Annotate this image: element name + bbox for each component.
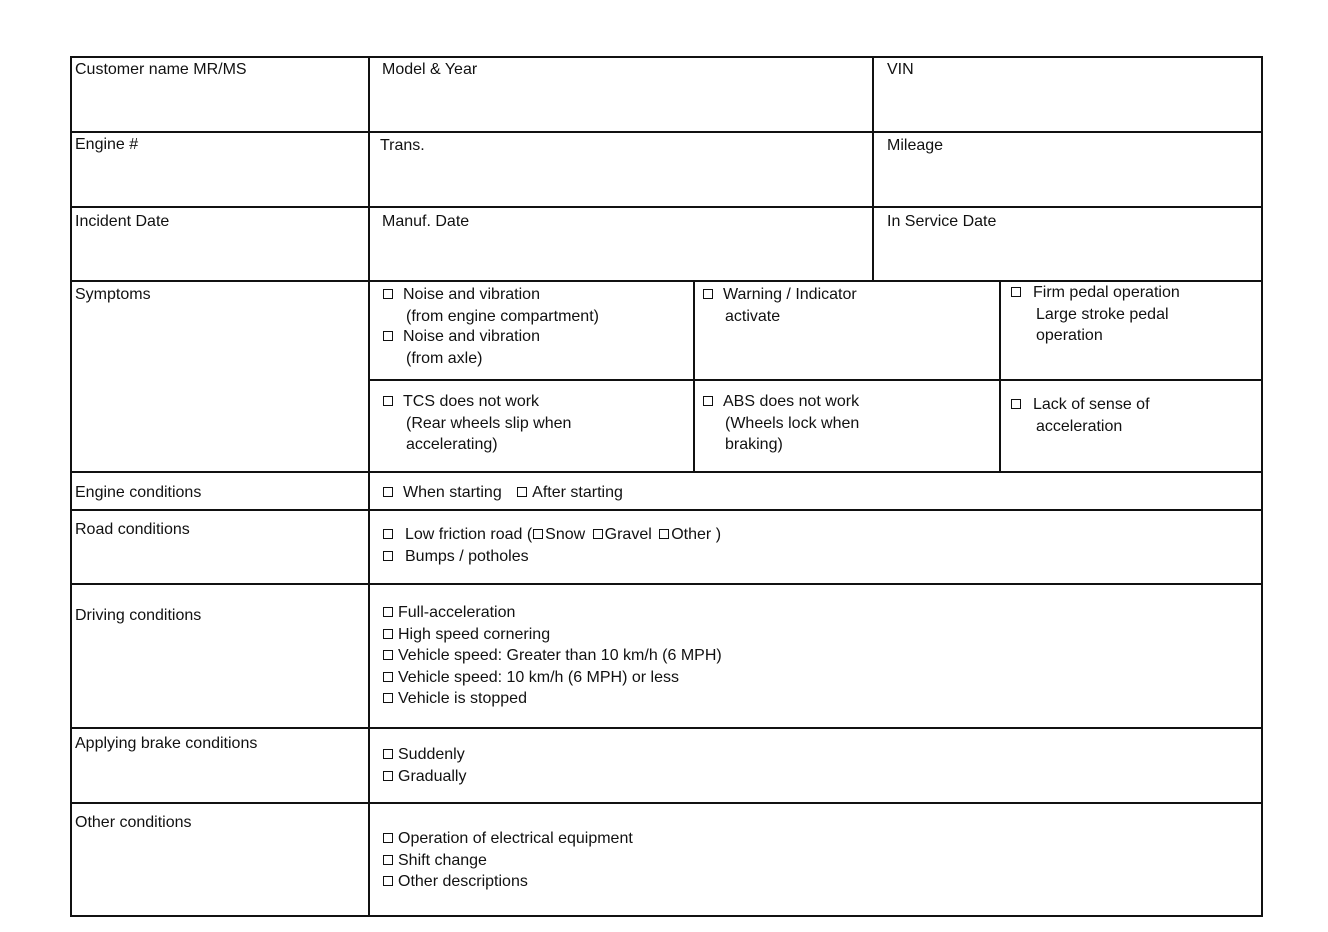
symptom-firm-pedal[interactable]: Firm pedal operation Large stroke pedal operation — [1011, 282, 1180, 347]
trans-label: Trans. — [380, 137, 425, 154]
list-item: Vehicle speed: Greater than 10 km/h (6 MPH) — [383, 645, 722, 667]
row-divider — [70, 471, 1263, 473]
row-divider — [368, 379, 1263, 381]
symptom-tcs[interactable]: TCS does not work (Rear wheels slip when accelerating) — [383, 391, 571, 456]
mileage-label: Mileage — [887, 137, 944, 154]
row-divider — [70, 583, 1263, 585]
checkbox-icon[interactable] — [383, 629, 393, 639]
checkbox-icon[interactable] — [703, 289, 713, 299]
engine-number-label: Engine # — [75, 136, 139, 153]
row-divider — [70, 131, 1263, 133]
list-item: Other descriptions — [383, 871, 633, 893]
list-item: Shift change — [383, 850, 633, 872]
checkbox-icon[interactable] — [659, 529, 669, 539]
row-divider — [70, 509, 1263, 511]
driving-conditions-options[interactable] — [383, 602, 722, 710]
list-item: Operation of electrical equipment — [383, 828, 633, 850]
road-conditions-label: Road conditions — [75, 521, 190, 538]
low-friction-option: Low friction road ( — [405, 526, 533, 543]
list-item: Vehicle is stopped — [383, 688, 722, 710]
other-option: Other ) — [671, 526, 722, 543]
list-item: High speed cornering — [383, 624, 722, 646]
symptom-noise-axle[interactable]: Noise and vibration (from axle) — [383, 326, 540, 369]
incident-date-label: Incident Date — [75, 213, 170, 230]
list-item: Gradually — [383, 766, 466, 788]
customer-name-label: Customer name MR/MS — [75, 61, 247, 78]
col-divider — [368, 56, 370, 917]
checkbox-icon[interactable] — [533, 529, 543, 539]
col-divider — [872, 56, 874, 282]
other-conditions-label: Other conditions — [75, 814, 192, 831]
col-divider — [999, 280, 1001, 473]
checkbox-icon[interactable] — [383, 331, 393, 341]
checkbox-icon[interactable] — [383, 396, 393, 406]
checkbox-icon[interactable] — [383, 607, 393, 617]
checkbox-icon[interactable] — [383, 749, 393, 759]
list-item: Vehicle speed: 10 km/h (6 MPH) or less — [383, 667, 722, 689]
vin-label: VIN — [887, 61, 914, 78]
list-item: Suddenly — [383, 744, 466, 766]
checkbox-icon[interactable] — [383, 876, 393, 886]
checkbox-icon[interactable] — [517, 487, 527, 497]
checkbox-icon[interactable] — [703, 396, 713, 406]
manuf-date-label: Manuf. Date — [382, 213, 470, 230]
form-frame — [70, 56, 1263, 917]
checkbox-icon[interactable] — [383, 551, 393, 561]
checkbox-icon[interactable] — [383, 650, 393, 660]
symptom-warning-indicator[interactable]: Warning / Indicator activate — [703, 284, 857, 327]
checkbox-icon[interactable] — [383, 529, 393, 539]
row-divider — [70, 802, 1263, 804]
brake-conditions-label: Applying brake conditions — [75, 735, 258, 752]
engine-conditions-options[interactable] — [383, 482, 623, 504]
bumps-option: Bumps / potholes — [405, 547, 529, 565]
symptoms-label: Symptoms — [75, 286, 151, 303]
driving-conditions-label: Driving conditions — [75, 607, 202, 624]
checkbox-icon[interactable] — [383, 855, 393, 865]
after-starting-option: After starting — [532, 484, 623, 501]
snow-option: Snow — [545, 526, 586, 543]
checkbox-icon[interactable] — [593, 529, 603, 539]
brake-conditions-options[interactable] — [383, 744, 466, 787]
row-divider — [70, 727, 1263, 729]
gravel-option: Gravel — [604, 526, 652, 543]
row-divider — [70, 206, 1263, 208]
when-starting-option: When starting — [403, 484, 502, 501]
col-divider — [693, 280, 695, 473]
checkbox-icon[interactable] — [383, 833, 393, 843]
symptom-abs[interactable]: ABS does not work (Wheels lock when braking) — [703, 391, 859, 456]
checkbox-icon[interactable] — [1011, 399, 1021, 409]
model-year-label: Model & Year — [382, 61, 478, 78]
symptom-lack-acceleration[interactable]: Lack of sense of acceleration — [1011, 394, 1150, 437]
checkbox-icon[interactable] — [1011, 287, 1021, 297]
engine-conditions-label: Engine conditions — [75, 484, 202, 501]
symptom-noise-engine[interactable]: Noise and vibration (from engine compartment) — [383, 284, 599, 327]
checkbox-icon[interactable] — [383, 487, 393, 497]
checkbox-icon[interactable] — [383, 289, 393, 299]
list-item: Full-acceleration — [383, 602, 722, 624]
other-conditions-options[interactable] — [383, 828, 633, 893]
checkbox-icon[interactable] — [383, 672, 393, 682]
road-conditions-options[interactable] — [383, 524, 721, 567]
checkbox-icon[interactable] — [383, 771, 393, 781]
in-service-date-label: In Service Date — [887, 213, 997, 230]
checkbox-icon[interactable] — [383, 693, 393, 703]
